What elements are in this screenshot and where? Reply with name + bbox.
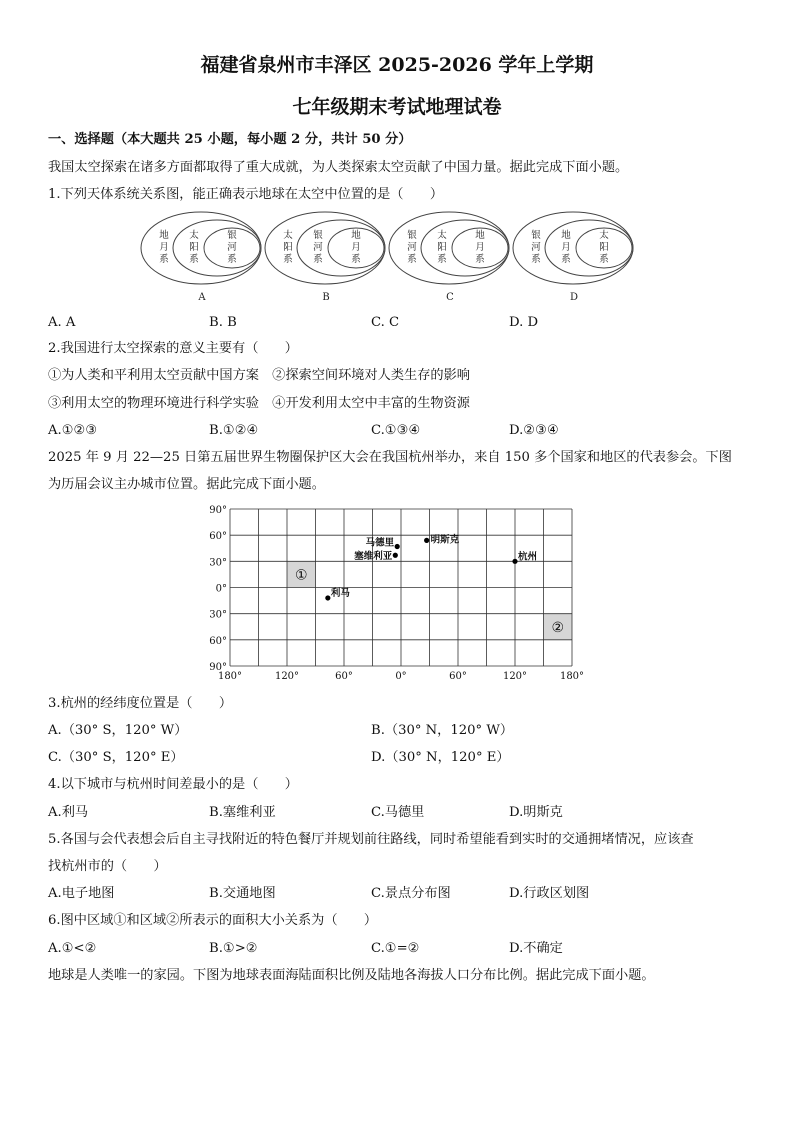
diagram-a-middle-label: 阳 [189,242,199,253]
diagram-d-outer-label: 河 [531,242,541,253]
diagram-b-outer-label: 阳 [283,242,293,253]
city-marker [395,544,400,549]
q1-option-a[interactable]: A. A [48,315,76,330]
diagram-c-inner-label: 月 [475,242,485,253]
latitude-tick-label: 90° [209,505,227,516]
diagram-d-letter: D [569,292,579,303]
region-1-label: ① [294,567,308,584]
q1-option-d[interactable]: D. D [509,315,539,330]
diagram-d-inner-label: 系 [599,254,609,265]
diagram-d-outer-label: 银 [531,230,541,241]
section-heading: 一、选择题（本大题共 25 小题，每小题 2 分，共计 50 分） [48,132,412,147]
latitude-tick-label: 90° [209,662,227,673]
longitude-tick-label: 120° [502,671,528,682]
city-label: 马德里 [365,537,395,549]
diagram-a-inner-label: 银 [227,230,237,241]
diagram-d-outer-label: 系 [531,254,541,265]
diagram-c-middle-label: 阳 [437,242,447,253]
diagram-a-outer-label: 地 [159,230,169,241]
longitude-tick-label: 60° [335,671,353,682]
q5-option-d[interactable]: D.行政区划图 [509,886,590,901]
q6-option-a[interactable]: A.①<② [48,941,97,956]
diagram-b-letter: B [322,292,330,303]
city-label: 明斯克 [430,534,460,546]
city-marker [393,553,398,558]
diagram-b-inner-label: 地 [351,230,361,241]
diagram-b-inner-label: 系 [351,254,361,265]
question-4-stem: 4.以下城市与杭州时间差最小的是（ ） [48,777,298,792]
diagram-c-outer-label: 银 [407,230,417,241]
diagram-b-outer-label: 太 [283,230,293,241]
city-marker [424,538,429,543]
diagram-d-middle-label: 地 [561,230,571,241]
q3-option-c[interactable]: C.（30° S，120° E） [48,750,184,765]
q4-option-b[interactable]: B.塞维利亚 [209,805,276,820]
diagram-b-outer-label: 系 [283,254,293,265]
question-5-stem-1: 5.各国与会代表想会后自主寻找附近的特色餐厅并规划前往路线，同时希望能看到实时的交通拥堵情况，应该查 [48,832,694,847]
q3-option-d[interactable]: D.（30° N，120° E） [371,750,510,765]
q4-option-a[interactable]: A.利马 [48,805,89,820]
passage-space: 我国太空探索在诸多方面都取得了重大成就，为人类探索太空贡献了中国力量。据此完成下面小题。 [48,160,629,175]
celestial-system-diagrams [140,210,660,305]
diagram-b-middle-label: 银 [313,230,323,241]
diagram-a-inner-label: 系 [227,254,237,265]
question-6-stem: 6.图中区域①和区域②所表示的面积大小关系为（ ） [48,913,378,928]
diagram-b-inner-label: 月 [351,242,361,253]
q5-option-c[interactable]: C.景点分布图 [371,886,451,901]
q6-option-d[interactable]: D.不确定 [509,941,563,956]
longitude-tick-label: 180° [217,671,243,682]
diagram-c-letter: C [446,292,454,303]
q3-option-a[interactable]: A.（30° S，120° W） [48,723,188,738]
q2-option-c[interactable]: C.①③④ [371,423,421,438]
q6-option-b[interactable]: B.①>② [209,941,258,956]
diagram-b-middle-label: 河 [313,242,323,253]
q2-statements-2: ③利用太空的物理环境进行科学实验 ④开发利用太空中丰富的生物资源 [48,396,470,411]
diagram-labels [159,229,609,303]
diagram-b-middle-label: 系 [313,254,323,265]
q2-option-a[interactable]: A.①②③ [48,423,98,438]
passage-earth: 地球是人类唯一的家园。下图为地球表面海陆面积比例及陆地各海拔人口分布比例。据此完成下面小题。 [48,968,655,983]
diagram-c-inner-label: 系 [475,254,485,265]
latitude-tick-label: 60° [209,531,227,543]
latitude-tick-label: 30° [209,609,227,621]
diagram-d-inner-label: 太 [599,230,609,241]
passage-conference-2: 为历届会议主办城市位置。据此完成下面小题。 [48,477,325,492]
q4-option-d[interactable]: D.明斯克 [509,805,563,820]
diagram-a-middle-label: 太 [189,230,199,241]
question-2-stem: 2.我国进行太空探索的意义主要有（ ） [48,341,298,356]
question-3-stem: 3.杭州的经纬度位置是（ ） [48,696,233,711]
diagram-c-outer-label: 河 [407,242,417,253]
diagram-d-middle-label: 系 [561,254,571,265]
longitude-tick-label: 60° [449,671,467,682]
diagram-d-middle-label: 月 [561,242,571,253]
passage-conference-1: 2025 年 9 月 22—25 日第五届世界生物圈保护区大会在我国杭州举办，来自 150 多个国家和地区的代表参会。下图 [48,450,732,465]
diagram-a-outer-label: 月 [159,242,169,253]
diagram-c-middle-label: 系 [437,254,447,265]
longitude-tick-label: 120° [274,671,300,682]
longitude-tick-label: 0° [395,671,407,682]
diagram-c-inner-label: 地 [475,230,485,241]
lat-lon-grid-map [200,500,600,682]
diagram-a-inner-label: 河 [227,242,237,253]
q5-option-a[interactable]: A.电子地图 [48,886,115,901]
diagram-c-middle-label: 太 [437,230,447,241]
latitude-tick-label: 60° [209,635,227,647]
diagram-a-letter: A [198,292,206,303]
city-label: 塞维利亚 [354,551,393,563]
diagram-a-outer-label: 系 [159,254,169,265]
question-1-stem: 1.下列天体系统关系图，能正确表示地球在太空中位置的是（ ） [48,187,444,202]
q2-option-b[interactable]: B.①②④ [209,423,259,438]
diagram-a-middle-label: 系 [189,254,199,265]
q2-statements-1: ①为人类和平利用太空贡献中国方案 ②探索空间环境对人类生存的影响 [48,368,470,383]
q2-option-d[interactable]: D.②③④ [509,423,559,438]
q4-option-c[interactable]: C.马德里 [371,805,425,820]
q1-option-c[interactable]: C. C [371,315,400,330]
region-2-label: ② [551,619,565,636]
city-label: 利马 [330,587,350,599]
q1-option-b[interactable]: B. B [209,315,237,330]
city-marker [325,595,330,600]
exam-title: 福建省泉州市丰泽区 2025-2026 学年上学期 [200,54,594,76]
q5-option-b[interactable]: B.交通地图 [209,886,276,901]
longitude-tick-label: 180° [559,671,585,682]
latitude-tick-label: 30° [209,557,227,569]
diagram-c-outer-label: 系 [407,254,417,265]
latitude-tick-label: 0° [215,583,227,595]
city-label: 杭州 [518,551,538,563]
q6-option-c[interactable]: C.①=② [371,941,420,956]
question-5-stem-2: 找杭州市的（ ） [48,859,167,874]
diagram-d-inner-label: 阳 [599,242,609,253]
city-marker [512,559,517,564]
q3-option-b[interactable]: B.（30° N，120° W） [371,723,514,738]
exam-subtitle: 七年级期末考试地理试卷 [292,96,502,118]
